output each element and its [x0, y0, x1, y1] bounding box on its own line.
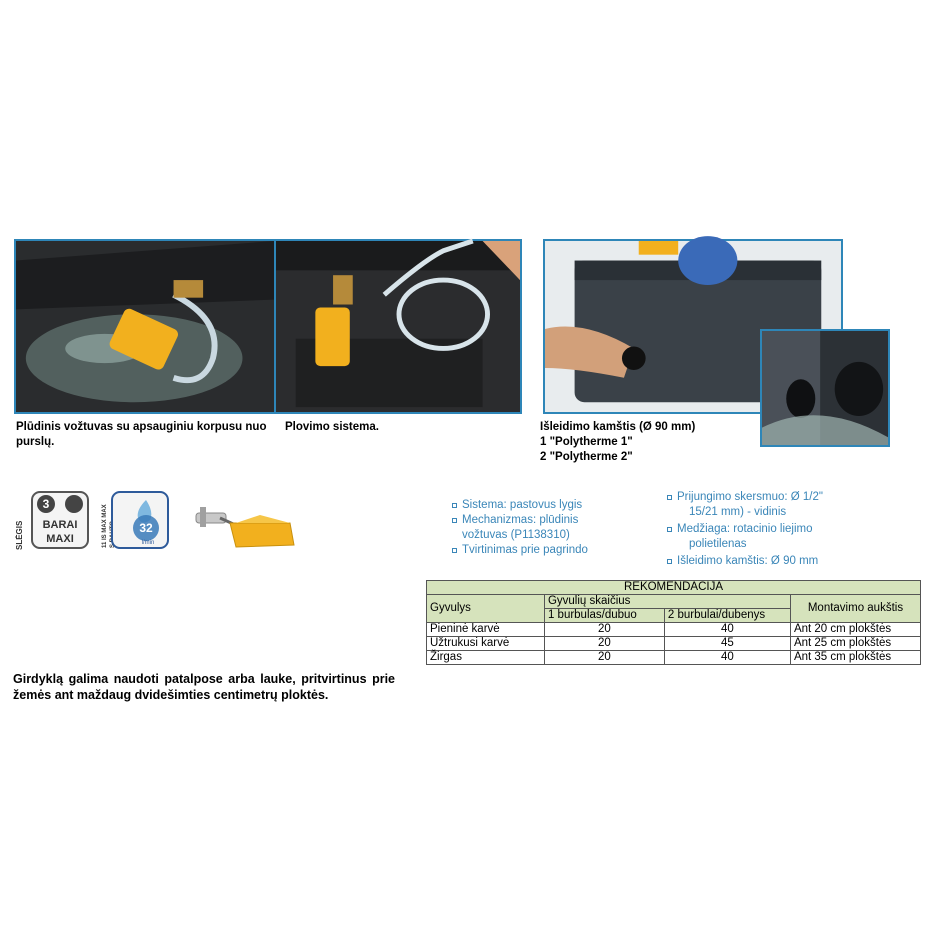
flow-side-text2: 11 IS MAX MAX	[102, 504, 108, 548]
pressure-side-label: SLĖGIS	[15, 520, 24, 550]
spec-item	[452, 543, 652, 558]
caption-drain-line: 2 "Polytherme 2"	[540, 451, 633, 463]
spec-text: vožtuvas (P1138310)	[462, 529, 570, 541]
flow-value: 32	[139, 521, 153, 535]
float-valve-image	[190, 495, 300, 555]
cell-height: Ant 25 cm plokštės	[790, 637, 920, 651]
caption-drain-line: Išleidimo kamštis (Ø 90 mm)	[540, 421, 696, 433]
spec-text: Prijungimo skersmuo: Ø 1/2"	[677, 491, 823, 503]
spec-item-continuation: polietilenas	[689, 538, 747, 550]
spec-item-continuation: 15/21 mm) - vidinis	[689, 506, 787, 518]
spec-item	[452, 498, 652, 513]
caption-drain-line: 1 "Polytherme 1"	[540, 436, 633, 448]
pressure-number: 3	[42, 497, 50, 511]
cell-count-1: 20	[544, 651, 664, 665]
column-header-count-2: 2 burbulai/dubenys	[664, 609, 790, 623]
table-row	[427, 651, 921, 665]
table-row	[427, 637, 921, 651]
spec-text: Medžiaga: rotacinio liejimo	[677, 523, 813, 535]
caption-drain-plug	[540, 420, 695, 465]
photo-drain-plug-inset	[760, 329, 890, 447]
table-title: REKOMENDACIJA	[427, 581, 921, 595]
pressure-unit: BARAI	[42, 519, 78, 531]
spec-text: Tvirtinimas prie pagrindo	[462, 544, 588, 556]
table-row	[427, 623, 921, 637]
spec-text: Sistema: pastovus lygis	[462, 499, 583, 511]
caption-flushing-system: Plovimo sistema.	[285, 421, 379, 433]
spec-list-left	[452, 498, 652, 558]
cell-height: Ant 20 cm plokštės	[790, 623, 920, 637]
cell-animal: Užtrukusi karvė	[427, 637, 545, 651]
column-header-count-1: 1 burbulas/dubuo	[544, 609, 664, 623]
cell-count-1: 20	[544, 637, 664, 651]
caption-float-valve: Plūdinis vožtuvas su apsauginiu korpusu nuo purslų.	[16, 421, 267, 448]
photo-float-valve	[14, 239, 276, 414]
cell-height: Ant 35 cm plokštės	[790, 651, 920, 665]
spec-text: Išleidimo kamštis: Ø 90 mm	[677, 555, 819, 567]
column-header-count: Gyvulių skaičius	[544, 595, 790, 609]
spec-list-right	[667, 490, 887, 569]
cell-animal: Pieninė karvė	[427, 623, 545, 637]
spec-item	[667, 522, 887, 537]
spec-item	[667, 554, 887, 569]
usage-note: Girdyklą galima naudoti patalpose arba lauke, pritvirtinus prie žemės ant maždaug dvidešimties centimetrų ploktės.	[13, 672, 395, 702]
cell-animal: Žirgas	[427, 651, 545, 665]
cell-count-2: 45	[664, 637, 790, 651]
cell-count-2: 40	[664, 623, 790, 637]
flow-badge	[98, 490, 172, 550]
cell-count-1: 20	[544, 623, 664, 637]
spec-text: Mechanizmas: plūdinis	[462, 514, 579, 526]
flow-unit: l/min	[141, 540, 155, 546]
spec-item	[667, 490, 887, 505]
recommendation-table	[426, 580, 921, 665]
cell-count-2: 40	[664, 651, 790, 665]
column-header-animal: Gyvulys	[427, 595, 545, 623]
column-header-height: Montavimo aukštis	[790, 595, 920, 623]
spec-item	[452, 513, 652, 543]
pressure-word: MAXI	[46, 533, 74, 545]
photo-flushing-system	[274, 239, 522, 414]
pressure-badge	[16, 490, 90, 550]
flow-side-text: S	[110, 543, 116, 548]
